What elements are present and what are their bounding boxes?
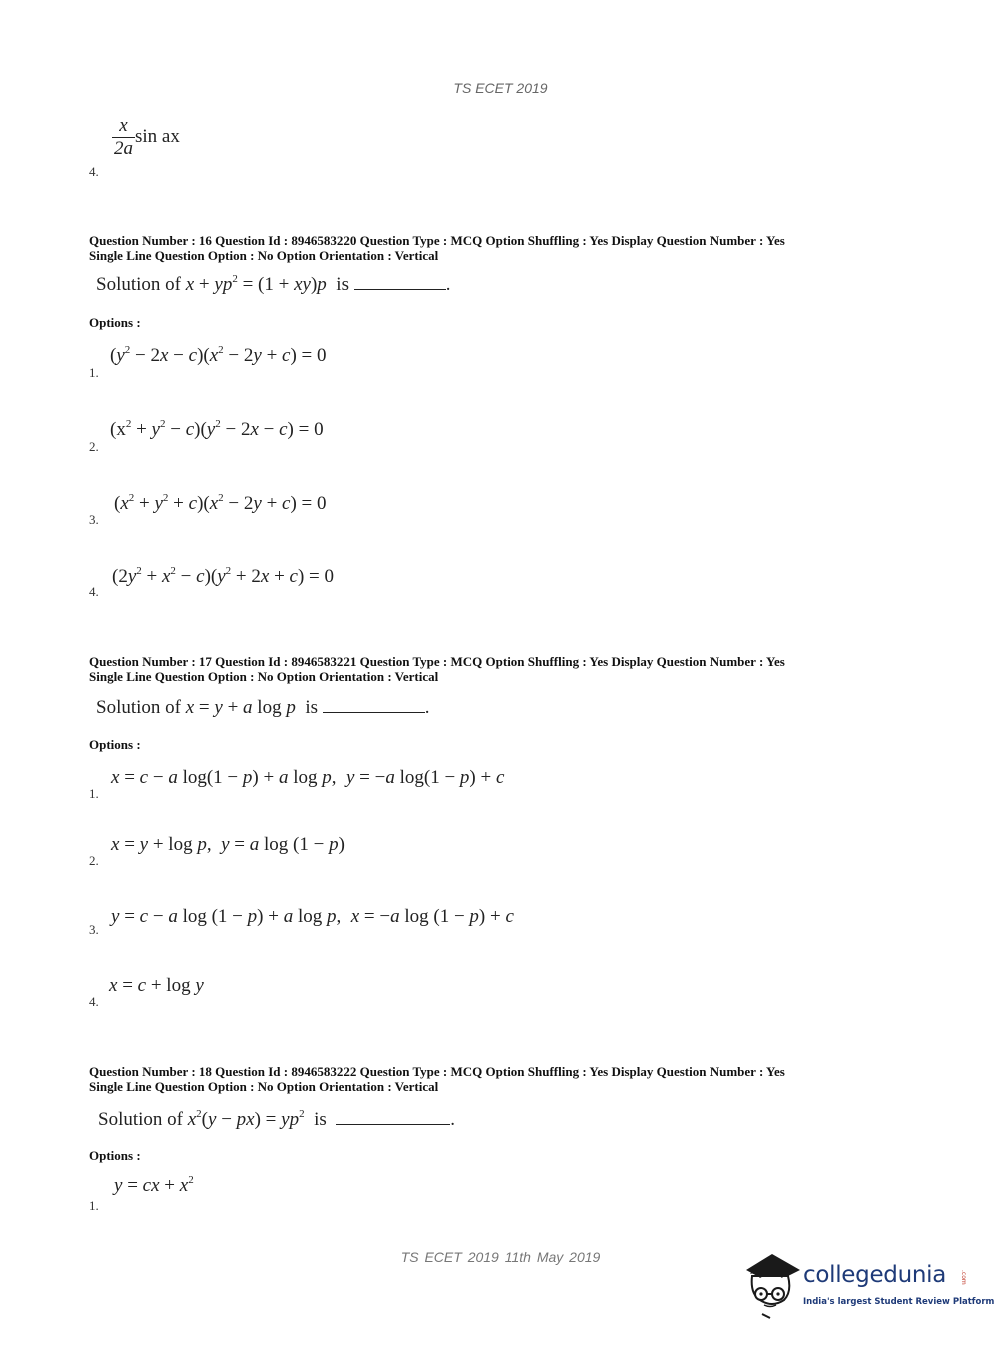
- q17-option-2-number: 2.: [89, 853, 99, 868]
- prev-option-4-number: 4.: [89, 164, 99, 179]
- q18-meta-line2: Single Line Question Option : No Option Orientation : Vertical: [89, 1079, 439, 1094]
- logo-com: .com: [960, 1270, 967, 1285]
- q17-option-4[interactable]: x = c + log y: [109, 975, 204, 996]
- q16-option-1[interactable]: $(y^2 - 2x - c)(x^2 - 2y + c) = 0$: [110, 344, 327, 366]
- q16-options-label: Options :: [89, 315, 141, 330]
- fraction-numerator: x: [112, 115, 135, 138]
- fraction-denominator: 2a: [114, 138, 133, 159]
- q18-meta-line1: Question Number : 18 Question Id : 8946583222 Question Type : MCQ Option Shuffling : Yes Display Question Number : Yes: [89, 1064, 785, 1079]
- q17-option-1[interactable]: x = c − a log(1 − p) + a log p, y = −a log(1 − p) + c: [111, 767, 505, 788]
- q16-stem-suffix: is: [336, 274, 349, 295]
- page-footer: TS ECET 2019 11th May 2019: [400, 1249, 601, 1265]
- q16-stem-equation: $x + yp^2 = (1 + xy)p$: [185, 273, 327, 295]
- q16-option-1-number: 1.: [89, 365, 99, 380]
- prev-option-4-math: [112, 115, 180, 160]
- q17-stem-prefix: Solution of: [96, 697, 181, 718]
- q17-meta-line1: Question Number : 17 Question Id : 8946583221 Question Type : MCQ Option Shuffling : Yes Display Question Number : Yes: [89, 654, 785, 669]
- q16-option-4-number: 4.: [89, 584, 99, 599]
- q16-meta-line2: Single Line Question Option : No Option Orientation : Vertical: [89, 248, 439, 263]
- q16-stem: Solution of $x + yp^2 = (1 + xy)p$ is .: [96, 273, 451, 295]
- q18-stem: Solution of $x^2(y - px) = yp^2$ is .: [98, 1108, 456, 1130]
- q16-option-3-number: 3.: [89, 512, 99, 527]
- q16-option-4[interactable]: $(2y^2 + x^2 - c)(y^2 + 2x + c) = 0$: [112, 565, 335, 587]
- q17-option-3[interactable]: y = c − a log (1 − p) + a log p, x = −a log (1 − p) + c: [111, 906, 514, 927]
- logo-tagline: India's largest Student Review Platform: [803, 1297, 995, 1307]
- q17-option-1-number: 1.: [89, 786, 99, 801]
- q17-stem: Solution of x = y + a log p is .: [96, 697, 430, 718]
- q16-stem-prefix: Solution of: [96, 274, 181, 295]
- q18-stem-equation: $x^2(y - px) = yp^2$: [187, 1108, 305, 1130]
- q17-stem-equation: x = y + a log p: [185, 697, 296, 718]
- q17-meta-line2: Single Line Question Option : No Option Orientation : Vertical: [89, 669, 439, 684]
- page-header: TS ECET 2019: [453, 80, 548, 96]
- q18-stem-suffix: is: [314, 1109, 327, 1130]
- q16-answer-blank: [354, 275, 446, 290]
- fraction-rest: sin ax: [135, 125, 180, 147]
- q16-option-2-number: 2.: [89, 439, 99, 454]
- q18-stem-prefix: Solution of: [98, 1109, 183, 1130]
- q16-option-3[interactable]: $(x^2 + y^2 + c)(x^2 - 2y + c) = 0$: [114, 492, 327, 514]
- q17-options-label: Options :: [89, 737, 141, 752]
- q18-option-1[interactable]: y = cx + $x^2$: [114, 1174, 194, 1196]
- q18-option-1-number: 1.: [89, 1198, 99, 1213]
- mascot-icon: [742, 1248, 802, 1320]
- q17-option-3-number: 3.: [89, 922, 99, 937]
- q17-stem-suffix: is: [305, 697, 319, 718]
- q16-meta-line1: Question Number : 16 Question Id : 8946583220 Question Type : MCQ Option Shuffling : Yes Display Question Number : Yes: [89, 233, 785, 248]
- q17-answer-blank: [323, 698, 425, 713]
- q17-option-2[interactable]: x = y + log p, y = a log (1 − p): [111, 834, 345, 855]
- q18-answer-blank: [336, 1110, 450, 1125]
- q17-option-4-number: 4.: [89, 994, 99, 1009]
- q16-option-2[interactable]: $(x^2 + y^2 - c)(y^2 - 2x - c) = 0$: [110, 418, 324, 440]
- fraction: [112, 115, 135, 160]
- q18-options-label: Options :: [89, 1148, 141, 1163]
- logo-wordmark: collegedunia: [803, 1262, 947, 1288]
